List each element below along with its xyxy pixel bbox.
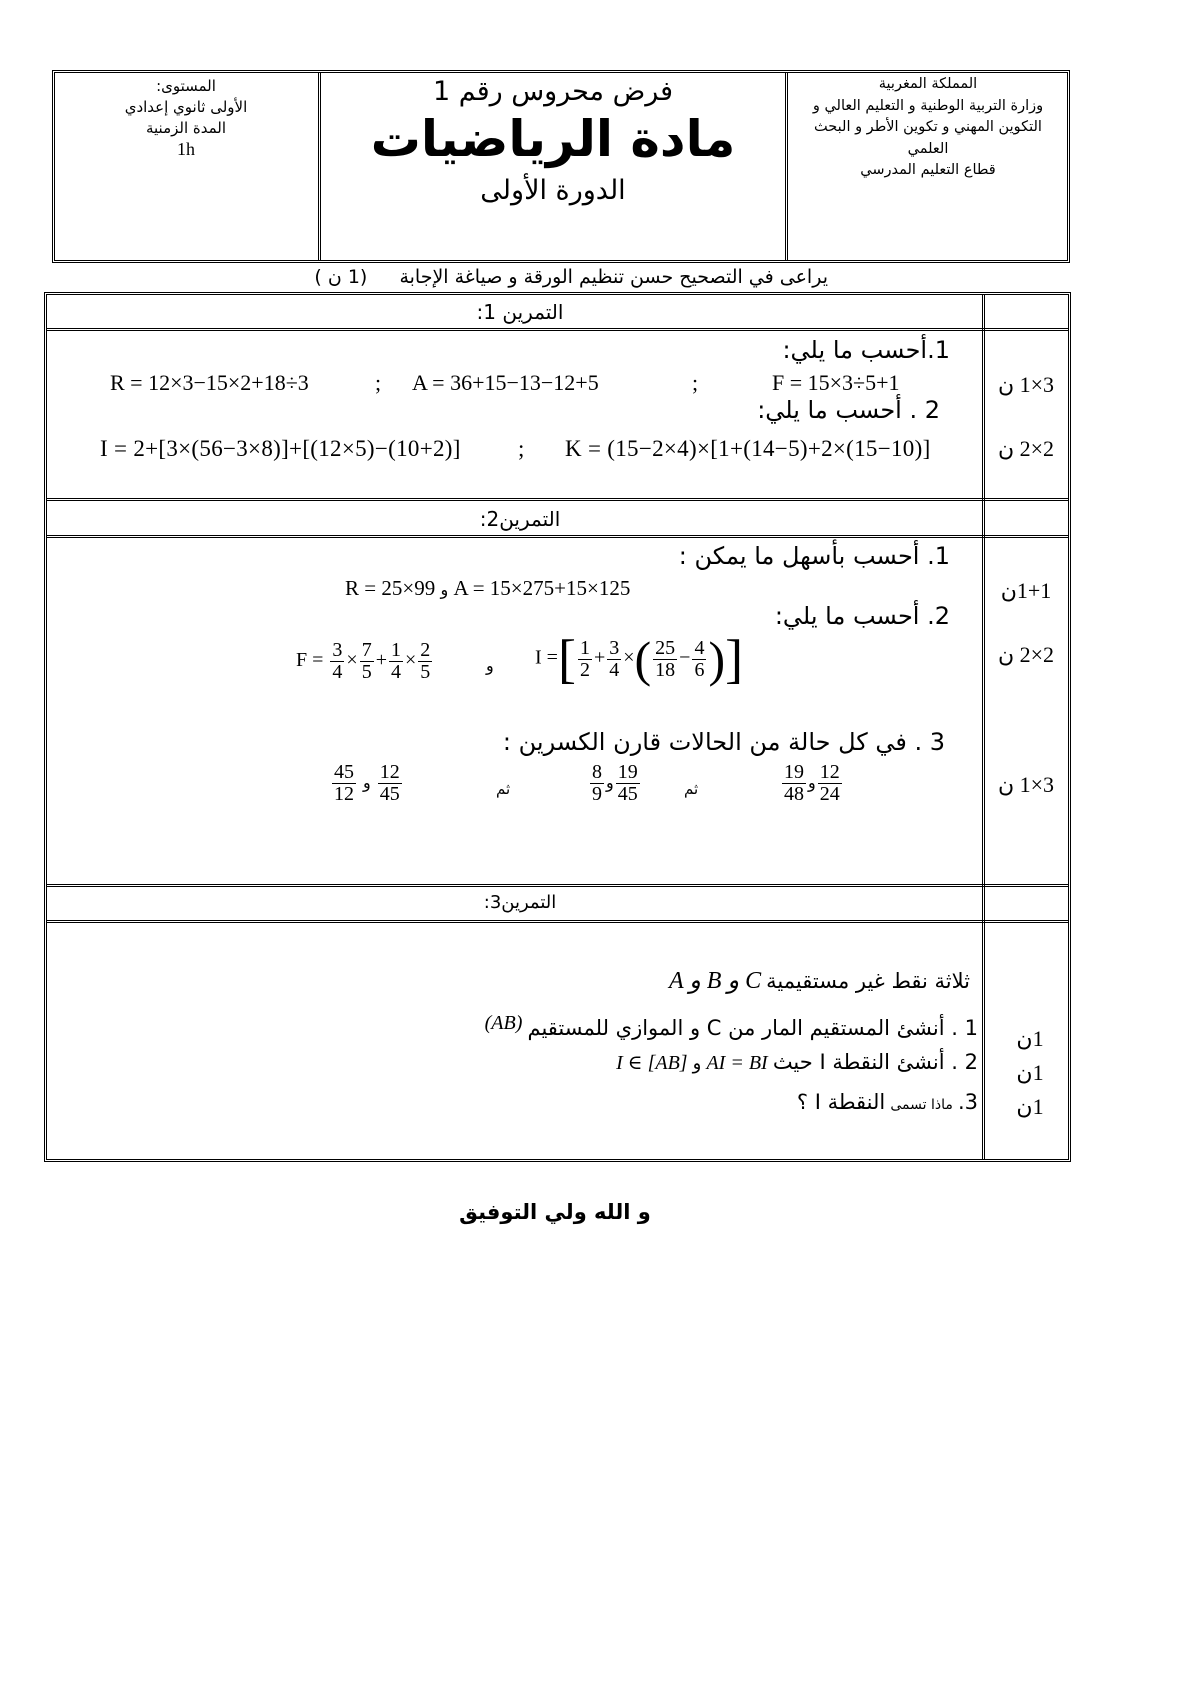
ex2-I-label: I = — [535, 646, 558, 669]
ex2-expr-R: R = 25×99 — [345, 576, 436, 600]
ex3-intro-points: A و B و C — [668, 968, 762, 994]
header-left-cell — [56, 76, 316, 160]
ex2-F-label: F = — [296, 649, 324, 672]
ex2-then-1: ثم — [684, 780, 699, 798]
ex3-q2-and: و — [692, 1053, 702, 1074]
session-label: الدورة الأولى — [480, 175, 626, 206]
ex2-I-frac-3: $\frac{25}{18}$ — [655, 636, 676, 681]
ex2-q2-and: و — [486, 656, 494, 675]
ex3-points-q3: 1ن — [1016, 1094, 1044, 1119]
ex2-F-frac-4: $\frac{2}{5}$ — [420, 639, 431, 683]
ex3-intro — [560, 966, 970, 995]
ex1-points-q1: 3×1 ن — [997, 372, 1055, 397]
ex1-points-q2: 2×2 ن — [997, 436, 1055, 461]
ex1-expr-A: A = 36+15−13−12+5 — [412, 370, 599, 395]
ex1-expr-R: R = 12×3−15×2+18÷3 — [110, 370, 309, 395]
ex2-pair-3: $\frac{45}{12}$ و $\frac{12}{45}$ — [334, 761, 400, 805]
ex3-points-q1: 1ن — [1016, 1026, 1044, 1051]
ministry-line-2: وزارة التربية الوطنية و التعليم العالي و — [812, 97, 1044, 114]
points-column-divider — [982, 294, 988, 1160]
ex3-q2-math-2: I ∈ [AB] — [616, 1052, 688, 1074]
level-value: الأولى ثانوي إعدادي — [124, 98, 248, 116]
ex2-expr-I: I =[ $\frac{1}{2}$ + $\frac{3}{4}$ ×( $\frac{25}{18}$ − $\frac{4}{6}$ )] — [535, 629, 744, 689]
ex2-q1-expressions — [345, 576, 630, 601]
ex1-q1-label: 1.أحسب ما يلي: — [782, 336, 950, 364]
ex2-q1-and: و — [440, 580, 449, 599]
subject-title: مادة الرياضيات — [370, 110, 736, 168]
closing-text: و الله ولي التوفيق — [459, 1200, 651, 1224]
exam-title: فرض محروس رقم 1 — [432, 76, 674, 107]
ex1-expr-K: K = (15−2×4)×[1+(14−5)+2×(15−10)] — [565, 436, 931, 461]
duration-label: المدة الزمنية — [145, 119, 227, 137]
ex1-sep-2: ; — [692, 370, 699, 395]
ex2-q2-label: 2. أحسب ما يلي: — [774, 602, 950, 630]
grading-note-points: (1 ن ) — [314, 266, 368, 288]
grading-note-text: يراعى في التصحيح حسن تنظيم الورقة و صياغة الإجابة — [399, 266, 828, 288]
ex1-expr-I: I = 2+[3×(56−3×8)]+[(12×5)−(10+2)] — [100, 436, 461, 461]
ex3-q3 — [640, 1090, 978, 1114]
ex2-I-frac-1: $\frac{1}{2}$ — [579, 636, 590, 681]
ex3-q1-math: (AB) — [484, 1012, 523, 1034]
ministry-line-4: العلمي — [907, 140, 949, 157]
ex2-pair-2: $\frac{8}{9}$ و $\frac{19}{45}$ — [592, 761, 638, 805]
ex1-q2-label: 2 . أحسب ما يلي: — [757, 396, 940, 424]
exercise-1-title: التمرين 1: — [476, 300, 564, 324]
ex2-q3-label: 3 . في كل حالة من الحالات قارن الكسرين : — [502, 728, 945, 756]
ex2-F-frac-1: $\frac{3}{4}$ — [332, 639, 343, 683]
row-sep-4 — [46, 884, 1069, 890]
ex2-then-2: ثم — [496, 780, 511, 798]
ex3-q2-math-1: AI = BI — [706, 1052, 768, 1074]
ex3-intro-text: ثلاثة نقط غير مستقيمية — [766, 969, 970, 993]
row-sep-2 — [46, 498, 1069, 504]
ministry-line-5: قطاع التعليم المدرسي — [860, 162, 996, 178]
ex2-I-frac-2: $\frac{3}{4}$ — [609, 636, 620, 681]
row-sep-3 — [46, 535, 1069, 541]
header-center-cell — [322, 72, 784, 206]
ex2-expr-A: A = 15×275+15×125 — [453, 576, 631, 600]
ex3-q3-text: النقطة I ؟ — [796, 1090, 886, 1114]
ex3-q2 — [500, 1050, 978, 1075]
ex2-I-frac-4: $\frac{4}{6}$ — [694, 636, 705, 681]
ex2-q1-label: 1. أحسب بأسهل ما يمكن : — [678, 542, 950, 570]
ex3-points-q2: 1ن — [1016, 1060, 1044, 1085]
grading-note — [280, 266, 828, 288]
ex3-q3-small: ماذا تسمى — [890, 1097, 953, 1113]
ex2-pair-1: $\frac{19}{48}$ و $\frac{12}{24}$ — [784, 761, 840, 805]
ex2-points-q3: 3×1 ن — [997, 772, 1055, 797]
ex3-q1 — [430, 1012, 978, 1040]
ex3-points — [1000, 1022, 1060, 1124]
ex1-expr-F: F = 15×3÷5+1 — [772, 370, 900, 395]
ex2-points-q2: 2×2 ن — [997, 642, 1055, 667]
ex3-q2-text: 2 . أنشئ النقطة I حيث — [772, 1050, 978, 1074]
level-label: المستوى: — [156, 77, 216, 95]
ministry-line-3: التكوين المهني و تكوين الأطر و البحث — [814, 119, 1042, 135]
ministry-line-1: المملكة المغربية — [878, 76, 978, 92]
ex2-expr-F: F = $\frac{3}{4}$ × $\frac{7}{5}$ + $\frac{1}{4}$ × $\frac{2}{5}$ — [296, 639, 431, 683]
ex2-F-frac-2: $\frac{7}{5}$ — [361, 639, 372, 683]
exercise-3-title: التمرين3: — [483, 892, 557, 913]
duration-value: 1h — [177, 139, 195, 159]
header-right-cell — [790, 74, 1066, 182]
ex1-sep-1: ; — [375, 370, 382, 395]
ex3-q1-text: 1 . أنشئ المستقيم المار من C و الموازي للمستقيم — [527, 1016, 978, 1040]
ex3-q3-num: 3. — [957, 1090, 978, 1114]
exercise-2-title: التمرين2: — [479, 507, 561, 531]
ex2-F-frac-3: $\frac{1}{4}$ — [390, 639, 401, 683]
row-sep-1 — [46, 328, 1069, 334]
row-sep-5 — [46, 920, 1069, 926]
ex1-sep-3: ; — [518, 436, 525, 461]
ex2-points-q1: 1+1ن — [1000, 578, 1052, 603]
